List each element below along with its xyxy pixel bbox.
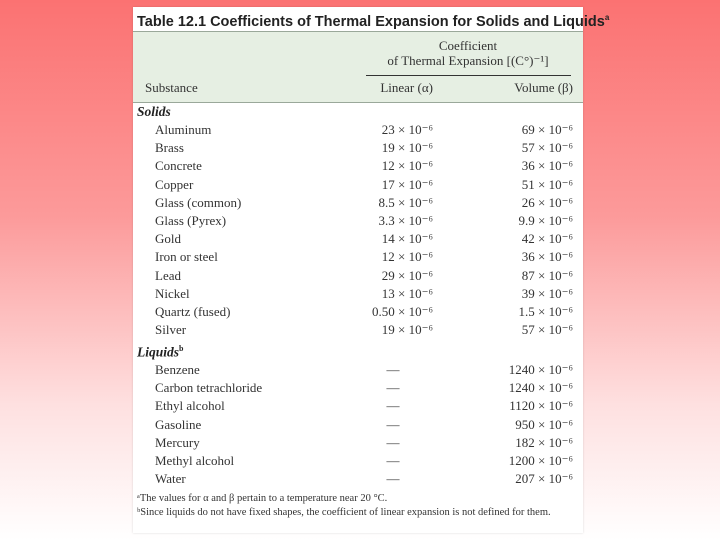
substance-cell: Quartz (fused) [155,304,231,319]
volume-cell: 69 × 10⁻⁶ [521,122,573,137]
substance-cell: Water [155,471,186,487]
table-row [133,380,583,398]
linear-cell: — [386,398,400,414]
volume-cell: 57 × 10⁻⁶ [521,322,573,338]
volume-cell: 51 × 10⁻⁶ [521,176,573,192]
table-row [133,195,583,213]
linear-cell: — [386,453,400,468]
table-row [133,213,583,231]
volume-cell: 950 × 10⁻⁶ [515,416,573,432]
substance-cell: Concrete [155,158,202,174]
table-title-text: Table 12.1 Coefficients of Thermal Expansion for Solids and Liquids [137,13,605,30]
linear-cell: — [386,416,400,432]
volume-cell: 1.5 × 10⁻⁶ [518,304,573,319]
table-row [133,471,583,489]
table-row [133,286,583,304]
table-row [133,231,583,249]
linear-cell: 19 × 10⁻⁶ [381,322,433,338]
table-row [133,158,583,176]
table-row [133,177,583,195]
substance-column-header: Substance [145,80,198,95]
substance-cell: Methyl alcohol [155,453,235,468]
linear-cell: 17 × 10⁻⁶ [381,176,433,192]
substance-cell: Brass [155,140,184,156]
solids-section-label [137,104,171,120]
linear-cell: 14 × 10⁻⁶ [381,231,433,247]
liquids-label-text: Liquids [137,344,180,360]
table-row [133,398,583,416]
linear-cell: 19 × 10⁻⁶ [381,140,433,156]
coefficient-header [383,38,553,68]
table-row [133,140,583,158]
substance-cell: Copper [155,176,194,192]
table-row [133,249,583,267]
substance-cell: Benzene [155,362,200,377]
volume-cell: 36 × 10⁻⁶ [521,158,573,174]
table-title [133,7,610,31]
linear-cell: 23 × 10⁻⁶ [381,122,433,137]
substance-cell: Glass (common) [155,194,242,210]
footnote-a: ᵃThe values for α and β pertain to a temperature near 20 °C. [137,493,388,504]
substance-cell: Nickel [155,285,190,301]
table-row [133,322,583,340]
substance-cell: Mercury [155,434,200,450]
linear-cell: 3.3 × 10⁻⁶ [378,213,433,228]
volume-cell: 57 × 10⁻⁶ [521,140,573,156]
substance-cell: Silver [155,322,187,338]
linear-cell: — [386,471,400,487]
table-row [133,304,583,322]
table-row [133,453,583,471]
substance-cell: Lead [155,267,181,283]
table-row [133,268,583,286]
header-divider [366,75,571,76]
substance-cell: Gasoline [155,416,202,432]
volume-cell: 42 × 10⁻⁶ [521,231,573,247]
substance-cell: Iron or steel [155,249,218,265]
volume-cell: 1240 × 10⁻⁶ [508,362,573,377]
solids-label-text: Solids [137,104,171,119]
volume-cell: 1240 × 10⁻⁶ [508,380,573,396]
volume-cell: 182 × 10⁻⁶ [515,434,573,450]
substance-cell: Aluminum [155,122,212,137]
coefficient-header-line1: Coefficient [438,38,498,53]
volume-cell: 39 × 10⁻⁶ [521,285,573,301]
title-footnote-mark: a [604,13,610,22]
substance-cell: Carbon tetrachloride [155,380,263,396]
volume-cell: 36 × 10⁻⁶ [521,249,573,265]
table-row [133,435,583,453]
linear-cell: 0.50 × 10⁻⁶ [372,304,433,319]
substance-cell: Glass (Pyrex) [155,213,227,228]
table-row [133,122,583,140]
linear-cell: — [386,362,400,377]
footnote-b: ᵇSince liquids do not have fixed shapes, the coefficient of linear expansion is not defined for them. [137,507,551,518]
substance-cell: Gold [155,231,181,247]
volume-cell: 9.9 × 10⁻⁶ [518,213,573,228]
linear-cell: — [386,434,400,450]
substance-cell: Ethyl alcohol [155,398,225,414]
linear-cell: 12 × 10⁻⁶ [381,249,433,265]
table-header [133,31,583,103]
linear-cell: 8.5 × 10⁻⁶ [378,194,433,210]
liquids-section-label [137,344,183,361]
volume-cell: 207 × 10⁻⁶ [515,471,573,487]
coefficient-header-line2: of Thermal Expansion [(C°)⁻¹] [387,53,549,68]
table-page [133,7,610,533]
table-row [133,362,583,380]
liquids-footnote-mark: b [179,344,184,353]
volume-cell: 26 × 10⁻⁶ [521,194,573,210]
linear-cell: 12 × 10⁻⁶ [381,158,433,174]
volume-column-header: Volume (β) [514,80,573,95]
footnotes [137,492,551,520]
table-row [133,417,583,435]
volume-cell: 1120 × 10⁻⁶ [509,398,573,414]
linear-column-header: Linear (α) [380,80,433,95]
linear-cell: 13 × 10⁻⁶ [381,285,433,301]
linear-cell: — [386,380,400,396]
linear-cell: 29 × 10⁻⁶ [381,267,433,283]
volume-cell: 87 × 10⁻⁶ [521,267,573,283]
volume-cell: 1200 × 10⁻⁶ [508,453,573,468]
